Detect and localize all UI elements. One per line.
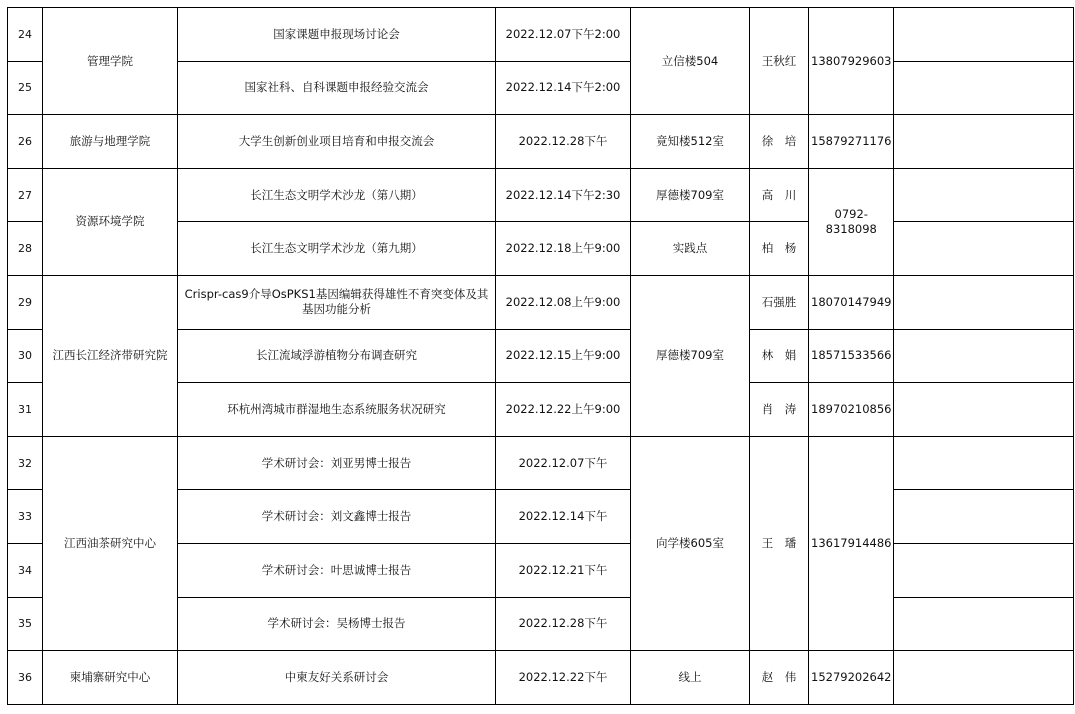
time-cell: 2022.12.18上午9:00	[496, 222, 631, 276]
time-cell: 2022.12.07下午	[496, 436, 631, 490]
topic-cell: 国家社科、自科课题申报经验交流会	[178, 61, 496, 115]
table-row	[8, 115, 1074, 169]
phone-cell: 18571533566	[809, 329, 894, 383]
phone-cell: 15879271176	[809, 115, 894, 169]
table-row	[8, 436, 1074, 490]
time-cell: 2022.12.08上午9:00	[496, 275, 631, 329]
phone-cell: 0792-8318098	[809, 168, 894, 275]
note-cell	[894, 8, 1074, 62]
note-cell	[894, 436, 1074, 490]
row-number: 36	[8, 651, 43, 705]
table-row	[8, 275, 1074, 329]
note-cell	[894, 597, 1074, 651]
unit-cell: 江西油茶研究中心	[43, 436, 178, 650]
time-cell: 2022.12.28下午	[496, 597, 631, 651]
note-cell	[894, 383, 1074, 437]
topic-cell: 大学生创新创业项目培育和申报交流会	[178, 115, 496, 169]
place-cell: 线上	[631, 651, 750, 705]
time-cell: 2022.12.22上午9:00	[496, 383, 631, 437]
contact-cell: 高 川	[750, 168, 809, 222]
time-cell: 2022.12.14下午	[496, 490, 631, 544]
row-number: 24	[8, 8, 43, 62]
topic-cell: 学术研讨会：刘文鑫博士报告	[178, 490, 496, 544]
contact-cell: 王秋红	[750, 8, 809, 115]
schedule-table	[7, 7, 1074, 705]
row-number: 31	[8, 383, 43, 437]
topic-cell: 长江生态文明学术沙龙（第九期）	[178, 222, 496, 276]
note-cell	[894, 222, 1074, 276]
topic-cell: 学术研讨会：吴杨博士报告	[178, 597, 496, 651]
phone-cell: 15279202642	[809, 651, 894, 705]
place-cell: 实践点	[631, 222, 750, 276]
note-cell	[894, 490, 1074, 544]
contact-cell: 肖 涛	[750, 383, 809, 437]
table-row	[8, 8, 1074, 62]
row-number: 32	[8, 436, 43, 490]
time-cell: 2022.12.15上午9:00	[496, 329, 631, 383]
note-cell	[894, 168, 1074, 222]
row-number: 34	[8, 543, 43, 597]
contact-cell: 石强胜	[750, 275, 809, 329]
note-cell	[894, 61, 1074, 115]
phone-cell: 18970210856	[809, 383, 894, 437]
place-cell: 厚德楼709室	[631, 168, 750, 222]
note-cell	[894, 275, 1074, 329]
table-row	[8, 651, 1074, 705]
time-cell: 2022.12.14下午2:00	[496, 61, 631, 115]
row-number: 28	[8, 222, 43, 276]
phone-cell: 18070147949	[809, 275, 894, 329]
topic-cell: 国家课题申报现场讨论会	[178, 8, 496, 62]
time-cell: 2022.12.21下午	[496, 543, 631, 597]
place-cell: 立信楼504	[631, 8, 750, 115]
row-number: 35	[8, 597, 43, 651]
row-number: 33	[8, 490, 43, 544]
unit-cell: 旅游与地理学院	[43, 115, 178, 169]
contact-cell: 徐 培	[750, 115, 809, 169]
time-cell: 2022.12.22下午	[496, 651, 631, 705]
topic-cell: 长江生态文明学术沙龙（第八期）	[178, 168, 496, 222]
time-cell: 2022.12.14下午2:30	[496, 168, 631, 222]
time-cell: 2022.12.28下午	[496, 115, 631, 169]
note-cell	[894, 543, 1074, 597]
row-number: 25	[8, 61, 43, 115]
phone-cell: 13807929603	[809, 8, 894, 115]
place-cell: 向学楼605室	[631, 436, 750, 650]
place-cell: 竟知楼512室	[631, 115, 750, 169]
row-number: 30	[8, 329, 43, 383]
note-cell	[894, 115, 1074, 169]
row-number: 27	[8, 168, 43, 222]
place-cell: 厚德楼709室	[631, 275, 750, 436]
topic-cell: 中柬友好关系研讨会	[178, 651, 496, 705]
table-row	[8, 168, 1074, 222]
contact-cell: 赵 伟	[750, 651, 809, 705]
row-number: 26	[8, 115, 43, 169]
contact-cell: 柏 杨	[750, 222, 809, 276]
contact-cell: 林 娟	[750, 329, 809, 383]
row-number: 29	[8, 275, 43, 329]
topic-cell: 环杭州湾城市群湿地生态系统服务状况研究	[178, 383, 496, 437]
unit-cell: 管理学院	[43, 8, 178, 115]
unit-cell: 资源环境学院	[43, 168, 178, 275]
topic-cell: 长江流域浮游植物分布调查研究	[178, 329, 496, 383]
topic-cell: 学术研讨会：叶思诚博士报告	[178, 543, 496, 597]
topic-cell: 学术研讨会：刘亚男博士报告	[178, 436, 496, 490]
phone-cell: 13617914486	[809, 436, 894, 650]
contact-cell: 王 璠	[750, 436, 809, 650]
time-cell: 2022.12.07下午2:00	[496, 8, 631, 62]
unit-cell: 江西长江经济带研究院	[43, 275, 178, 436]
unit-cell: 柬埔寨研究中心	[43, 651, 178, 705]
topic-cell: Crispr-cas9介导OsPKS1基因编辑获得雄性不育突变体及其基因功能分析	[178, 275, 496, 329]
note-cell	[894, 329, 1074, 383]
note-cell	[894, 651, 1074, 705]
